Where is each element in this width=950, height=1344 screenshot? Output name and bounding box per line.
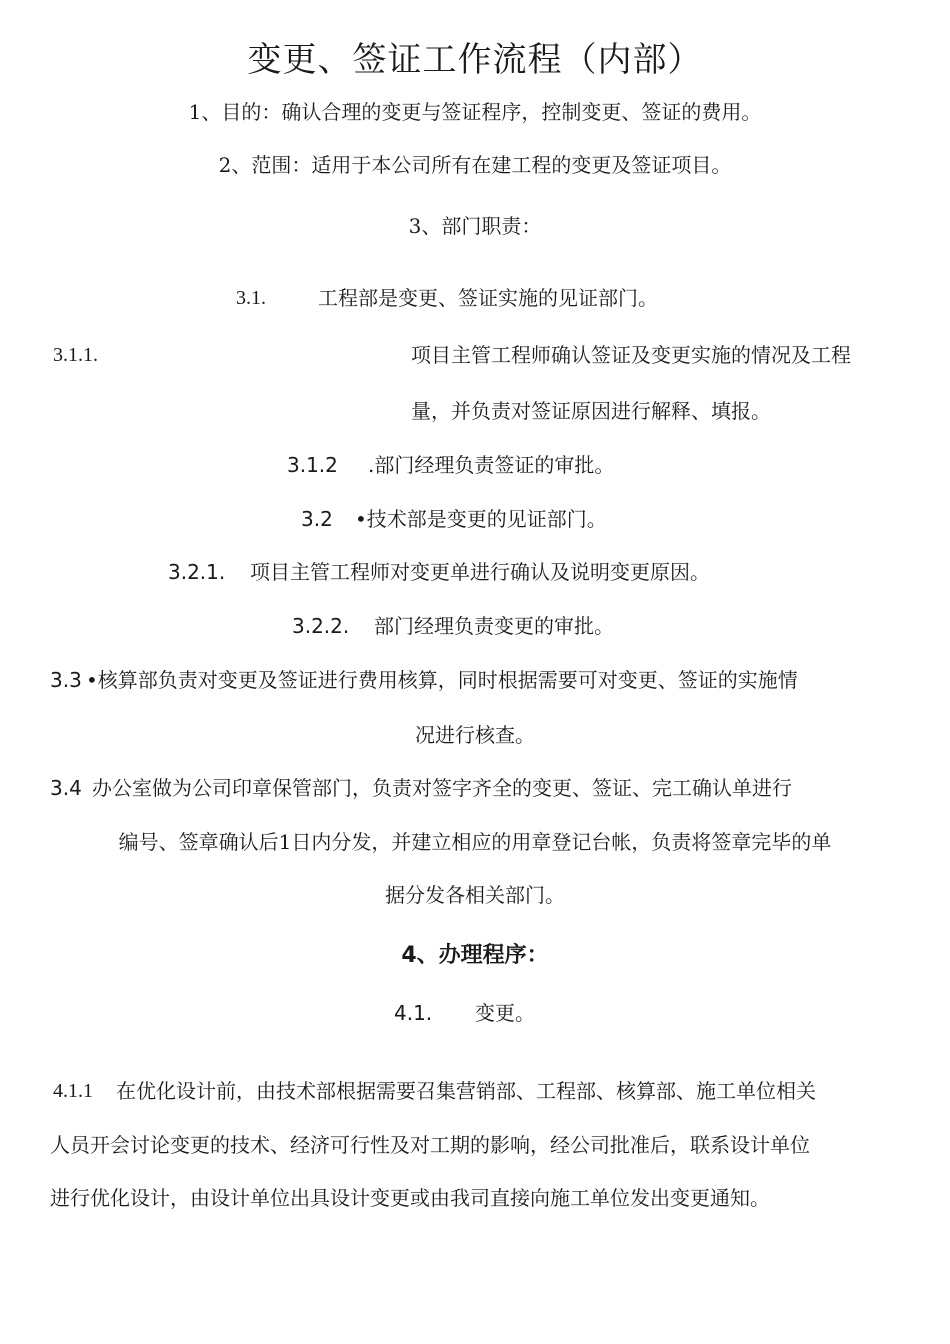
section-4-1-1-text-line2: 人员开会讨论变更的技术、经济可行性及对工期的影响，经公司批准后，联系设计单位: [50, 1133, 810, 1157]
section-4-1-text: 变更。: [475, 1001, 535, 1025]
section-3-1-1-text-line2: 量，并负责对签证原因进行解释、填报。: [411, 399, 771, 423]
section-4-1-number: 4.1.: [394, 1001, 433, 1025]
section-3-4-number: 3.4: [50, 776, 82, 800]
section-3-1-1-number: 3.1.1.: [53, 344, 98, 366]
section-3-2-2-number: 3.2.2.: [292, 614, 350, 638]
section-3-4-text-line2: 编号、签章确认后1日内分发，并建立相应的用章登记台帐，负责将签章完毕的单: [118, 830, 832, 854]
section-3-2-text: •技术部是变更的见证部门。: [355, 507, 607, 531]
section-3-2-number: 3.2: [301, 507, 333, 531]
section-4-1-1-text-line3: 进行优化设计，由设计单位出具设计变更或由我司直接向施工单位发出变更通知。: [50, 1186, 770, 1210]
section-3-3-text-line1: •核算部负责对变更及签证进行费用核算，同时根据需要可对变更、签证的实施情: [86, 668, 798, 692]
scope-paragraph: 2、范围：适用于本公司所有在建工程的变更及签证项目。: [218, 153, 732, 177]
responsibilities-heading: 3、部门职责：: [408, 214, 542, 238]
section-3-3-number: 3.3: [50, 668, 82, 692]
section-3-1-text: 工程部是变更、签证实施的见证部门。: [318, 286, 658, 310]
section-3-3-text-line2: 况进行核查。: [415, 723, 535, 747]
section-3-4-text-line1: 办公室做为公司印章保管部门，负责对签字齐全的变更、签证、完工确认单进行: [92, 776, 792, 800]
page-title: 变更、签证工作流程（内部）: [247, 40, 703, 80]
section-3-2-1-number: 3.2.1.: [168, 560, 226, 584]
section-3-4-text-line3: 据分发各相关部门。: [385, 883, 565, 907]
section-3-2-1-text: 项目主管工程师对变更单进行确认及说明变更原因。: [250, 560, 710, 584]
section-3-1-2-text: .部门经理负责签证的审批。: [368, 453, 615, 477]
section-3-1-1-text-line1: 项目主管工程师确认签证及变更实施的情况及工程: [411, 343, 851, 367]
procedure-heading: 4、办理程序：: [401, 943, 549, 968]
section-4-1-1-number: 4.1.1: [53, 1080, 93, 1102]
section-3-1-2-number: 3.1.2: [287, 453, 338, 477]
section-4-1-1-text-line1: 在优化设计前，由技术部根据需要召集营销部、工程部、核算部、施工单位相关: [116, 1079, 816, 1103]
section-3-1-number: 3.1.: [236, 287, 266, 309]
section-3-2-2-text: 部门经理负责变更的审批。: [374, 614, 614, 638]
purpose-paragraph: 1、目的：确认合理的变更与签证程序，控制变更、签证的费用。: [188, 100, 762, 124]
